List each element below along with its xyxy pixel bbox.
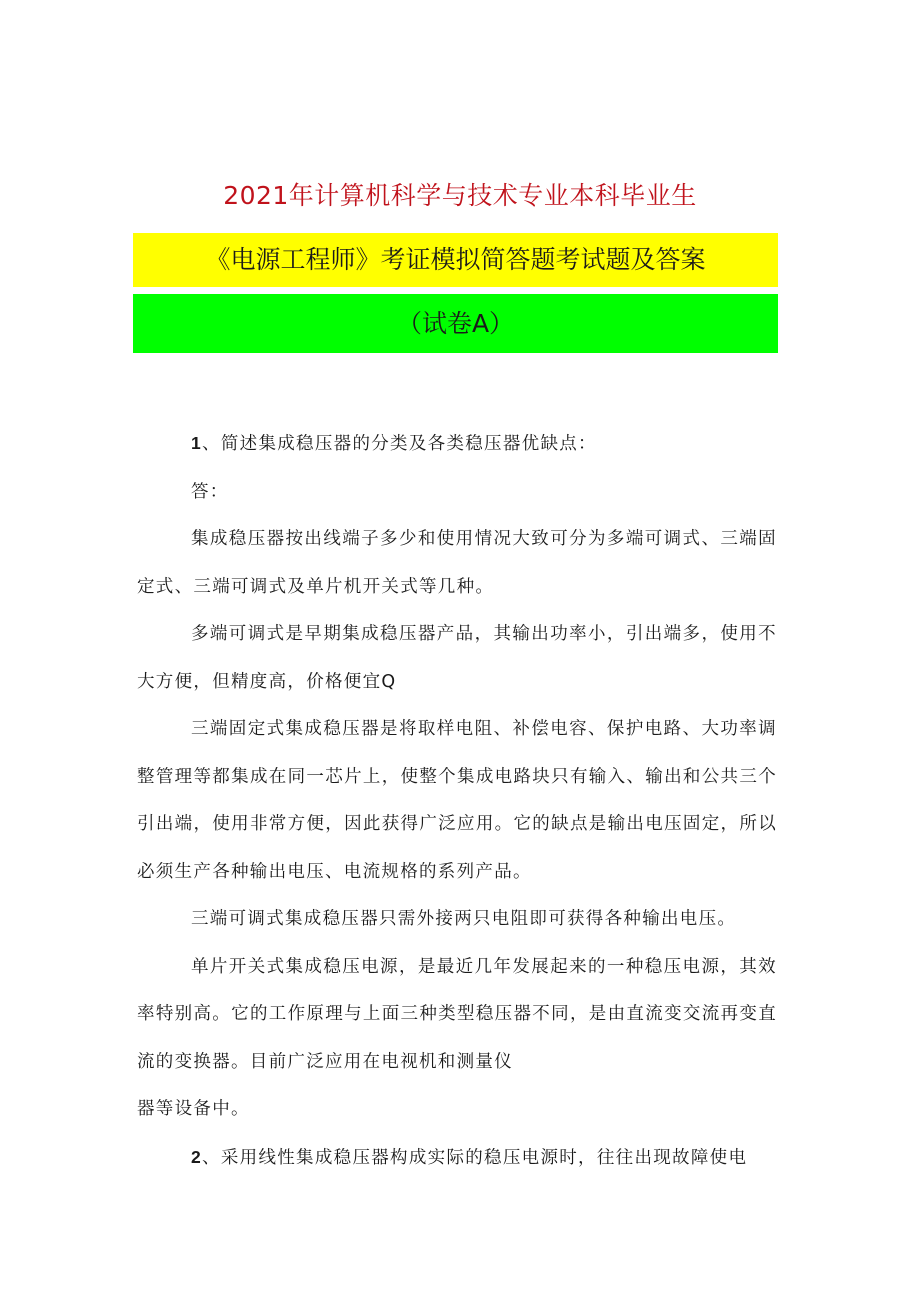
question-1 <box>137 420 777 469</box>
document-title: 2021年计算机科学与技术专业本科毕业生 <box>223 181 697 210</box>
answer-paragraph: 三端固定式集成稳压器是将取样电阻、补偿电容、保护电路、大功率调整管理等都集成在同一芯片上，使整个集成电路块只有输入、输出和公共三个引出端，使用非常方便，因此获得广泛应用。它的缺点是输出电压固定，所以必须生产各种输出电压、电流规格的系列产品。 <box>137 719 777 882</box>
answer-label: 答： <box>191 481 229 502</box>
question-number: 1 <box>191 433 203 453</box>
answer-paragraph: 集成稳压器按出线端子多少和使用情况大致可分为多端可调式、三端固定式、三端可调式及单片机开关式等几种。 <box>137 529 777 597</box>
document-body <box>137 420 777 1182</box>
question-text: 、采用线性集成稳压器构成实际的稳压电源时，往往出现故障使电 <box>202 1147 748 1168</box>
exam-title-banner: 《电源工程师》考证模拟简答题考试题及答案 <box>133 233 778 287</box>
answer-paragraph: 多端可调式是早期集成稳压器产品，其输出功率小，引出端多，使用不大方便，但精度高，价格便宜Q <box>137 624 777 692</box>
answer-continuation: 器等设备中。 <box>137 1099 250 1119</box>
answer-paragraph: 单片开关式集成稳压电源，是最近几年发展起来的一种稳压电源，其效率特别高。它的工作原理与上面三种类型稳压器不同，是由直流变交流再变直流的变换器。目前广泛应用在电视机和测量仪 <box>137 956 777 1072</box>
answer-paragraph: 三端可调式集成稳压器只需外接两只电阻即可获得各种输出电压。 <box>191 909 737 929</box>
question-text: 、简述集成稳压器的分类及各类稳压器优缺点： <box>202 434 597 454</box>
question-number: 2 <box>191 1146 203 1167</box>
paper-label-banner: （试卷A） <box>133 294 778 353</box>
question-2 <box>137 1134 777 1183</box>
